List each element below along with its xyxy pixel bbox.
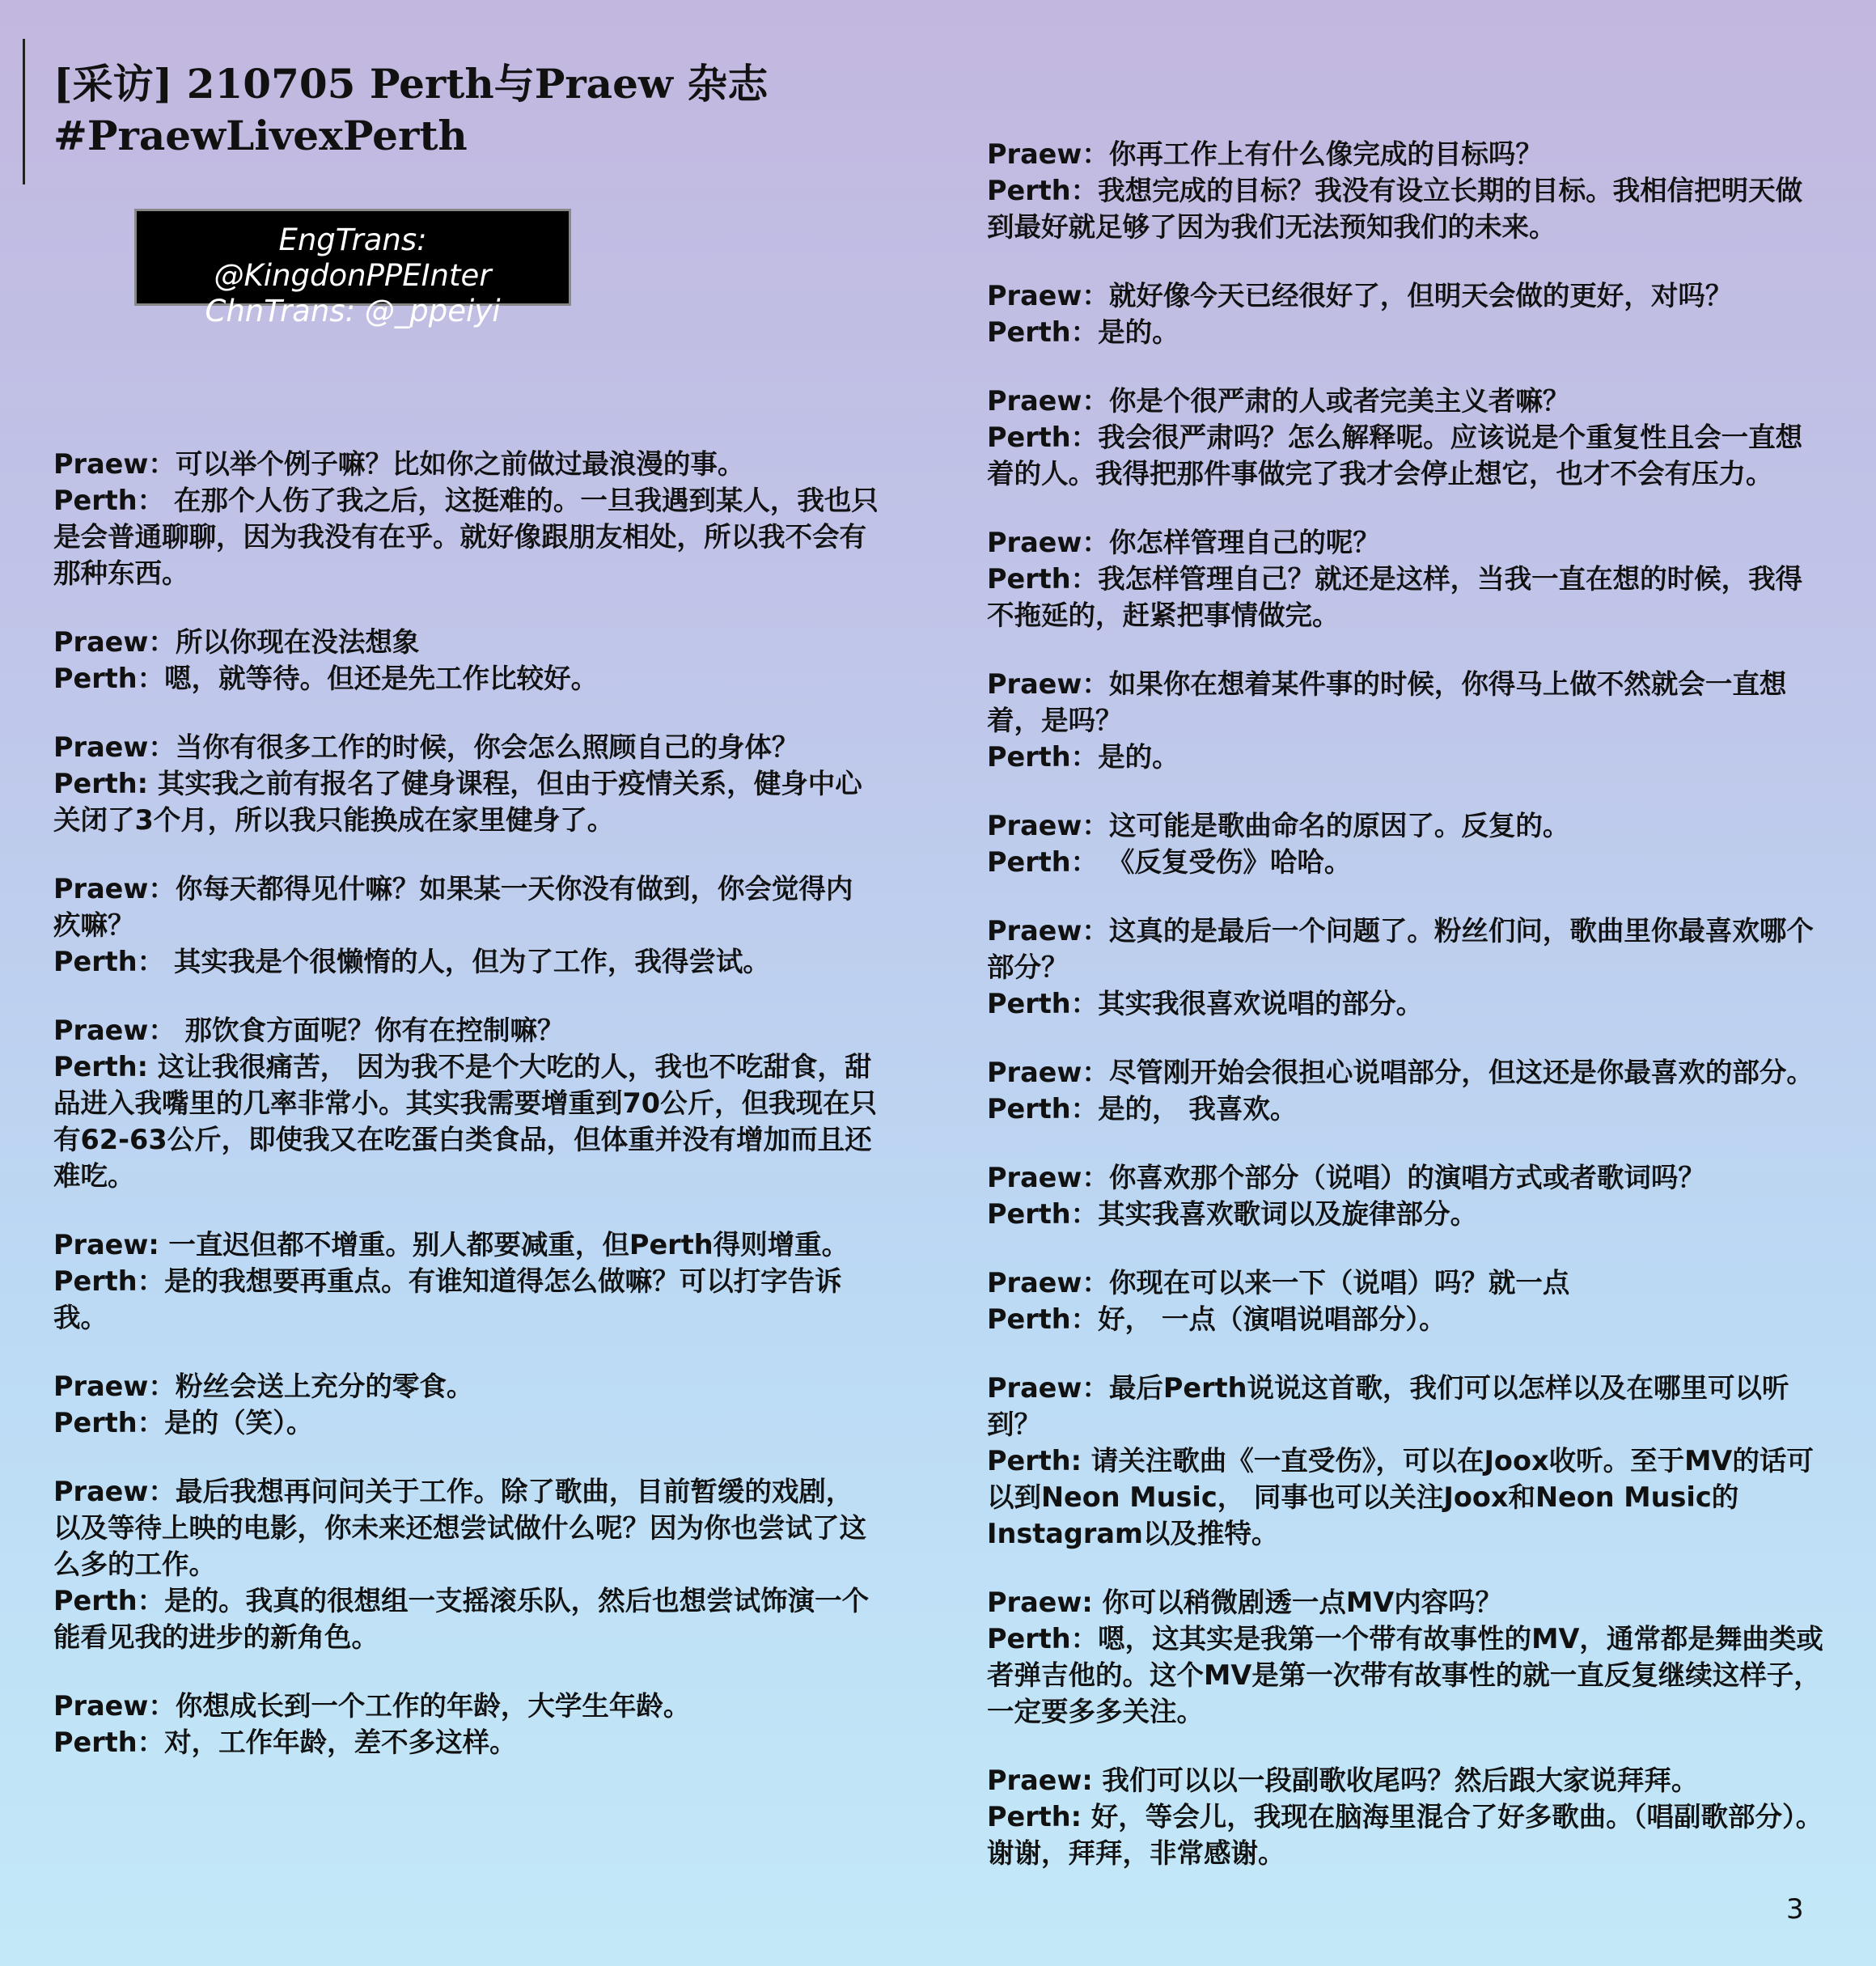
question-line: Praew: 一直迟但都不增重。别人都要减重，但Perth得则增重。 bbox=[53, 1229, 849, 1261]
qa-exchange bbox=[53, 624, 879, 697]
answer-line: Perth： 在那个人伤了我之后，这挺难的。一旦我遇到某人，我也只是会普通聊聊，因为我没有在乎。就好像跟朋友相处，所以我不会有那种东西。 bbox=[53, 485, 879, 589]
qa-exchange bbox=[987, 524, 1828, 633]
qa-exchange bbox=[53, 729, 879, 838]
answer-line: Perth: 这让我很痛苦， 因为我不是个大吃的人，我也不吃甜食，甜品进入我嘴里的几率非常小。其实我需要增重到70公斤，但我现在只有62-63公斤，即使我又在吃蛋白类食品，但体重并没有增加而且还难吃。 bbox=[53, 1051, 878, 1192]
qa-exchange bbox=[53, 1368, 879, 1441]
answer-line: Perth：是的（笑）。 bbox=[53, 1407, 314, 1438]
answer-line: Perth：是的我想要再重点。有谁知道得怎么做嘛？可以打字告诉我。 bbox=[53, 1265, 842, 1333]
left-rule bbox=[23, 39, 25, 184]
answer-line: Perth: 其实我之前有报名了健身课程，但由于疫情关系，健身中心关闭了3个月，所以我只能换成在家里健身了。 bbox=[53, 768, 862, 836]
qa-exchange bbox=[53, 1473, 879, 1655]
translation-credits bbox=[134, 209, 571, 328]
answer-line: Perth：其实我喜欢歌词以及旋律部分。 bbox=[987, 1198, 1478, 1230]
answer-line: Perth：对，工作年龄，差不多这样。 bbox=[53, 1727, 517, 1758]
qa-exchange bbox=[987, 1159, 1828, 1232]
chn-translator-credit: ChnTrans: @_ppeiyi bbox=[205, 294, 501, 328]
question-line: Praew：最后Perth说说这首歌，我们可以怎样以及在哪里可以听到？ bbox=[987, 1372, 1789, 1440]
question-line: Praew：粉丝会送上充分的零食。 bbox=[53, 1371, 474, 1402]
answer-line: Perth：嗯，就等待。但还是先工作比较好。 bbox=[53, 663, 599, 694]
answer-line: Perth：我会很严肃吗？怎么解释呢。应该说是个重复性且会一直想着的人。我得把那件事做完了我才会停止想它，也才不会有压力。 bbox=[987, 422, 1803, 489]
qa-exchange bbox=[987, 1762, 1828, 1871]
question-line: Praew: 你可以稍微剧透一点MV内容吗？ bbox=[987, 1587, 1503, 1618]
page-title bbox=[53, 58, 903, 162]
qa-exchange bbox=[987, 1054, 1828, 1127]
qa-exchange bbox=[987, 1584, 1828, 1730]
qa-exchange bbox=[53, 1688, 879, 1761]
question-line: Praew：你现在可以来一下（说唱）吗？就一点 bbox=[987, 1267, 1570, 1299]
question-line: Praew：你喜欢那个部分（说唱）的演唱方式或者歌词吗？ bbox=[987, 1162, 1705, 1193]
answer-line: Perth： 其实我是个很懒惰的人，但为了工作，我得尝试。 bbox=[53, 946, 770, 977]
question-line: Praew：你再工作上有什么像完成的目标吗？ bbox=[987, 138, 1543, 170]
qa-exchange bbox=[987, 383, 1828, 492]
qa-exchange bbox=[53, 1012, 879, 1194]
question-line: Praew： 那饮食方面呢？你有在控制嘛？ bbox=[53, 1015, 565, 1046]
left-column bbox=[53, 446, 879, 1793]
answer-line: Perth：是的。我真的很想组一支摇滚乐队，然后也想尝试饰演一个能看见我的进步的新角色。 bbox=[53, 1585, 870, 1653]
answer-line: Perth：其实我很喜欢说唱的部分。 bbox=[987, 988, 1424, 1019]
title-hashtag: #PraewLivexPerth bbox=[53, 112, 468, 159]
answer-line: Perth：我怎样管理自己？就还是这样，当我一直在想的时候，我得不拖延的，赶紧把事情做完。 bbox=[987, 563, 1803, 631]
qa-exchange bbox=[53, 1227, 879, 1336]
question-line: Praew：所以你现在没法想象 bbox=[53, 626, 420, 658]
answer-line: Perth：是的。 bbox=[987, 316, 1179, 348]
qa-exchange bbox=[987, 1370, 1828, 1552]
answer-line: Perth：是的， 我喜欢。 bbox=[987, 1093, 1298, 1125]
answer-line: Perth: 好，等会儿，我现在脑海里混合了好多歌曲。（唱副歌部分）。谢谢，拜拜，非常感谢。 bbox=[987, 1801, 1823, 1869]
question-line: Praew：你每天都得见什嘛？如果某一天你没有做到，你会觉得内疚嘛？ bbox=[53, 873, 853, 941]
question-line: Praew：你想成长到一个工作的年龄，大学生年龄。 bbox=[53, 1690, 691, 1722]
question-line: Praew：最后我想再问问关于工作。除了歌曲，目前暂缓的戏剧，以及等待上映的电影，你未来还想尝试做什么呢？因为你也尝试了这么多的工作。 bbox=[53, 1476, 866, 1580]
right-column bbox=[987, 136, 1828, 1904]
answer-line: Perth: 请关注歌曲《一直受伤》，可以在Joox收听。至于MV的话可以到Neon Music， 同事也可以关注Joox和Neon Music的Instagram以及推特。 bbox=[987, 1445, 1814, 1549]
qa-exchange bbox=[987, 1265, 1828, 1337]
eng-translator-credit: EngTrans: @KingdonPPEInter bbox=[214, 222, 492, 293]
title-line-1: [采访] 210705 Perth与Praew 杂志 bbox=[53, 60, 769, 108]
qa-exchange bbox=[53, 871, 879, 980]
question-line: Praew：就好像今天已经很好了，但明天会做的更好，对吗？ bbox=[987, 280, 1733, 311]
question-line: Praew：可以举个例子嘛？比如你之前做过最浪漫的事。 bbox=[53, 448, 745, 480]
page-number: 3 bbox=[1786, 1893, 1804, 1926]
question-line: Praew：尽管刚开始会很担心说唱部分，但这还是你最喜欢的部分。 bbox=[987, 1057, 1814, 1088]
qa-exchange bbox=[987, 136, 1828, 245]
answer-line: Perth：嗯，这其实是我第一个带有故事性的MV，通常都是舞曲类或者弹吉他的。这个MV是第一次带有故事性的就一直反复继续这样子，一定要多多关注。 bbox=[987, 1623, 1823, 1727]
question-line: Praew：你怎样管理自己的呢？ bbox=[987, 527, 1380, 558]
qa-exchange bbox=[987, 666, 1828, 775]
question-line: Praew：当你有很多工作的时候，你会怎么照顾自己的身体？ bbox=[53, 731, 799, 763]
answer-line: Perth： 《反复受伤》哈哈。 bbox=[987, 846, 1352, 878]
qa-exchange bbox=[53, 446, 879, 591]
question-line: Praew: 我们可以以一段副歌收尾吗？然后跟大家说拜拜。 bbox=[987, 1765, 1699, 1796]
question-line: Praew：如果你在想着某件事的时候，你得马上做不然就会一直想着，是吗？ bbox=[987, 668, 1787, 736]
question-line: Praew：这可能是歌曲命名的原因了。反复的。 bbox=[987, 810, 1570, 841]
question-line: Praew：你是个很严肃的人或者完美主义者嘛？ bbox=[987, 385, 1570, 417]
qa-exchange bbox=[987, 913, 1828, 1022]
qa-exchange bbox=[987, 278, 1828, 350]
answer-line: Perth：我想完成的目标？我没有设立长期的目标。我相信把明天做到最好就足够了因为我们无法预知我们的未来。 bbox=[987, 175, 1803, 243]
question-line: Praew：这真的是最后一个问题了。粉丝们问，歌曲里你最喜欢哪个部分？ bbox=[987, 915, 1814, 983]
qa-exchange bbox=[987, 807, 1828, 880]
answer-line: Perth：好， 一点（演唱说唱部分）。 bbox=[987, 1303, 1446, 1335]
answer-line: Perth：是的。 bbox=[987, 741, 1179, 773]
